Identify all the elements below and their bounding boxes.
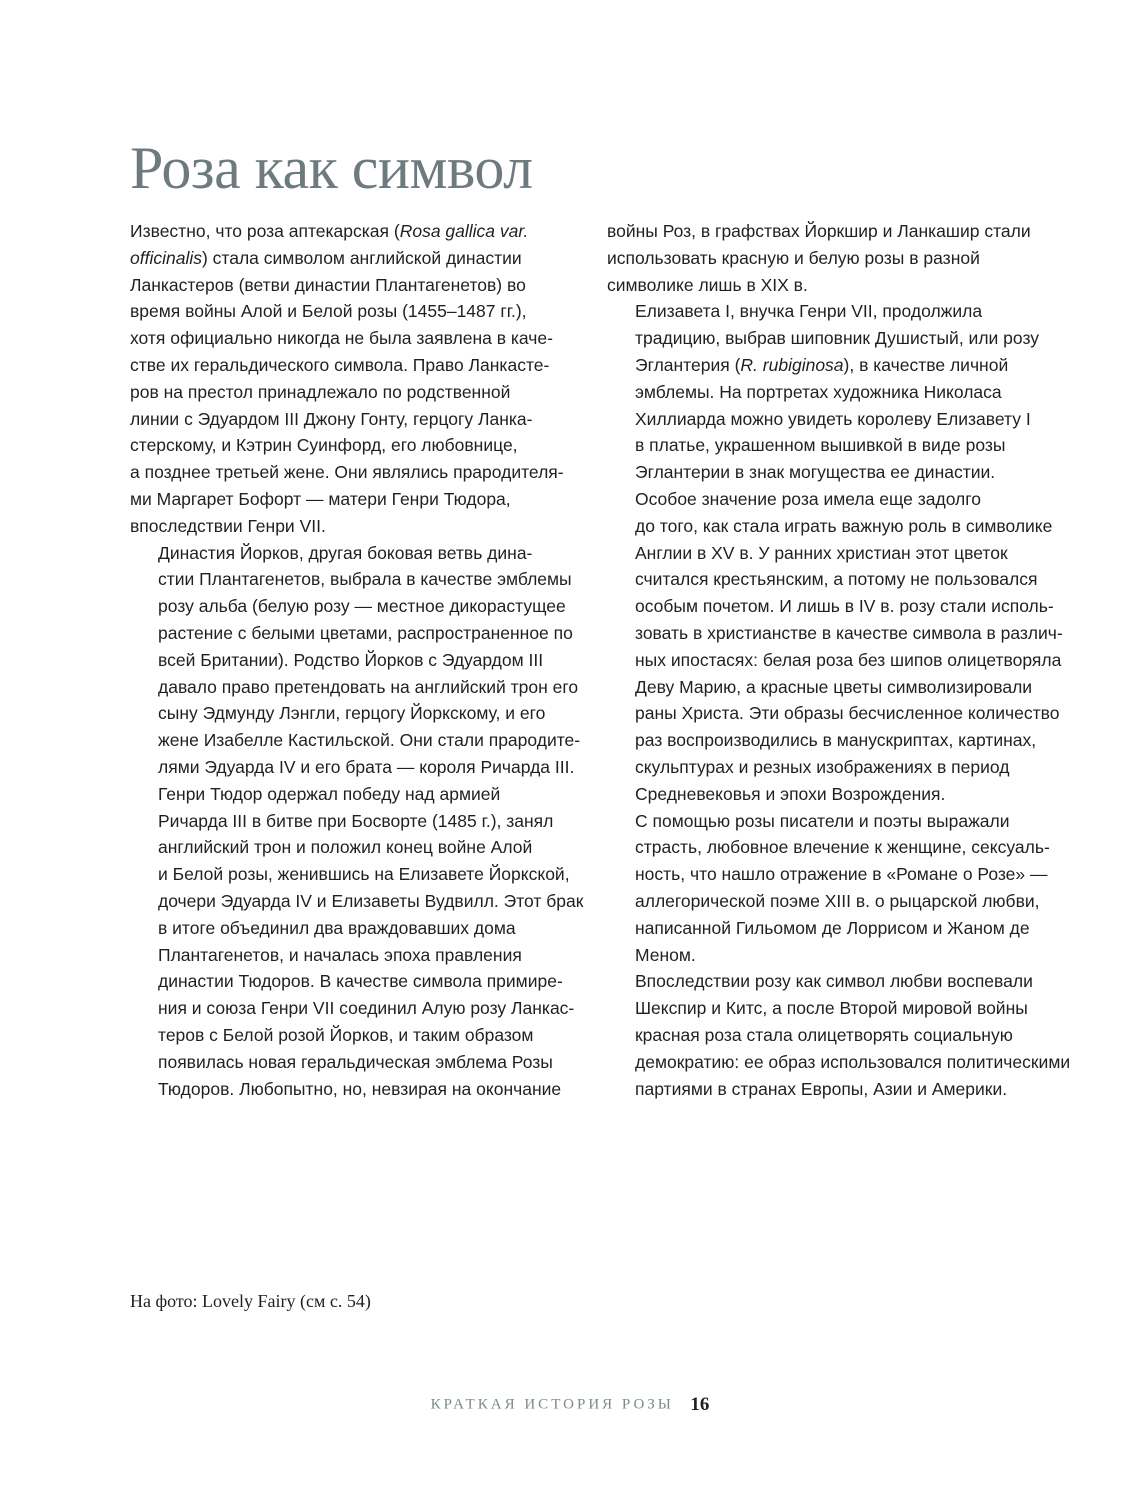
text-line: ность, что нашло отражение в «Романе о Розе» — — [635, 864, 1048, 885]
italic-term: Rosa gallica var. — [399, 221, 529, 241]
text-line: эмблемы. На портретах художника Николаса — [635, 381, 1002, 402]
text-line: сыну Эдмунду Лэнгли, герцогу Йоркскому, и его — [158, 703, 546, 724]
text-line: скульптурах и резных изображениях в период — [635, 756, 1010, 777]
text-line: всей Британии). Родство Йорков с Эдуардом III — [158, 649, 544, 670]
italic-term: officinalis — [130, 247, 202, 268]
text-line: лями Эдуарда IV и его брата — короля Ричарда III. — [158, 756, 575, 777]
text-line: до того, как стала играть важную роль в символике — [635, 515, 1053, 536]
text-line: Известно, что роза аптекарская (Rosa gallica var. — [130, 221, 529, 241]
text-line: красная роза стала олицетворять социальную — [635, 1024, 1013, 1045]
text-line: Хиллиарда можно увидеть королеву Елизавету I — [635, 408, 1031, 429]
text-line: использовать красную и белую розы в разной — [607, 247, 980, 268]
paragraph — [130, 218, 600, 540]
text-line: С помощью розы писатели и поэты выражали — [635, 810, 1010, 831]
text-line: стерскому, и Кэтрин Суинфорд, его любовнице, — [130, 435, 518, 456]
text-line: стии Плантагенетов, выбрала в качестве эмблемы — [158, 569, 572, 590]
text-line: раз воспроизводились в манускриптах, картинах, — [635, 730, 1037, 751]
text-line: английский трон и положил конец войне Алой — [158, 837, 533, 858]
left-column — [130, 218, 600, 1102]
text-line: хотя официально никогда не была заявлена в каче- — [130, 328, 553, 349]
right-column — [607, 218, 1077, 1102]
text-line: Плантагенетов, и началась эпоха правления — [158, 944, 522, 965]
text-line: Шекспир и Китс, а после Второй мировой войны — [635, 998, 1028, 1019]
text-line: officinalis) стала символом английской династии — [130, 247, 522, 268]
text-line: Тюдоров. Любопытно, но, невзирая на окончание — [158, 1078, 562, 1099]
text-line: династии Тюдоров. В качестве символа примире- — [158, 971, 563, 992]
italic-term: R. rubiginosa — [740, 354, 844, 375]
page-title: Роза как символ — [130, 135, 533, 201]
text-line: ми Маргарет Бофорт — матери Генри Тюдора, — [130, 488, 511, 509]
text-line: Впоследствии розу как символ любви воспевали — [635, 971, 1033, 992]
page-number: 16 — [690, 1394, 710, 1415]
text-line: розу альба (белую розу — местное дикорастущее — [158, 596, 566, 617]
text-line: войны Роз, в графствах Йоркшир и Ланкашир стали — [607, 221, 1031, 241]
text-line: растение с белыми цветами, распространенное по — [158, 622, 573, 643]
text-line: Эглантерия (R. rubiginosa), в качестве личной — [635, 354, 1009, 375]
text-line: теров с Белой розой Йорков, и таким образом — [158, 1024, 534, 1045]
text-line: Елизавета I, внучка Генри VII, продолжила — [635, 301, 983, 322]
paragraph — [607, 968, 1077, 1102]
text-line: зовать в христианстве в качестве символа в различ- — [635, 622, 1063, 643]
text-line: особым почетом. И лишь в IV в. розу стали исполь- — [635, 596, 1054, 617]
text-line: в платье, украшенном вышивкой в виде розы — [635, 435, 1006, 456]
text-line: ров на престол принадлежало по родственной — [130, 381, 511, 402]
running-title: КРАТКАЯ ИСТОРИЯ РОЗЫ — [430, 1396, 674, 1413]
text-line: Деву Марию, а красные цветы символизировали — [635, 676, 1033, 697]
text-line: появилась новая геральдическая эмблема Розы — [158, 1051, 553, 1072]
text-line: жене Изабелле Кастильской. Они стали прародите- — [158, 730, 581, 751]
text-line: Династия Йорков, другая боковая ветвь дина- — [158, 542, 533, 563]
text-line: линии с Эдуардом III Джону Гонту, герцогу Ланка- — [130, 408, 533, 429]
text-line: аллегорической поэме XIII в. о рыцарской любви, — [635, 890, 1040, 911]
text-line: Средневековья и эпохи Возрождения. — [635, 783, 946, 804]
photo-caption: На фото: Lovely Fairy (см с. 54) — [130, 1291, 371, 1311]
text-line: Меном. — [635, 944, 696, 965]
paragraph — [607, 808, 1077, 969]
text-line: а позднее третьей жене. Они являлись прародителя- — [130, 462, 564, 483]
paragraph — [130, 540, 600, 781]
text-line: страсть, любовное влечение к женщине, сексуаль- — [635, 837, 1050, 858]
text-line: партиями в странах Европы, Азии и Америки. — [635, 1078, 1008, 1099]
text-line: Генри Тюдор одержал победу над армией — [158, 783, 501, 804]
text-line: написанной Гильомом де Лоррисом и Жаном де — [635, 917, 1030, 938]
text-line: дочери Эдуарда IV и Елизаветы Вудвилл. Этот брак — [158, 890, 584, 911]
text-line: Англии в XV в. У ранних христиан этот цветок — [635, 542, 1008, 563]
text-line: Ланкастеров (ветви династии Плантагенетов) во — [130, 274, 526, 295]
text-line: давало право претендовать на английский трон его — [158, 676, 579, 697]
text-line: время войны Алой и Белой розы (1455–1487 гг.), — [130, 301, 527, 322]
paragraph — [130, 781, 600, 1103]
paragraph — [607, 486, 1077, 808]
text-line: Ричарда III в битве при Босворте (1485 г.), занял — [158, 810, 554, 831]
text-line: Особое значение роза имела еще задолго — [635, 488, 982, 509]
text-line: раны Христа. Эти образы бесчисленное количество — [635, 703, 1060, 724]
text-line: и Белой розы, женившись на Елизавете Йоркской, — [158, 864, 570, 885]
text-line: считался крестьянским, а потому не пользовался — [635, 569, 1038, 590]
text-line: демократию: ее образ использовался политическими — [635, 1051, 1071, 1072]
text-line: ния и союза Генри VII соединил Алую розу Ланкас- — [158, 998, 575, 1019]
text-line: традицию, выбрав шиповник Душистый, или розу — [635, 328, 1040, 349]
paragraph — [607, 298, 1077, 486]
text-line: символике лишь в XIX в. — [607, 274, 808, 295]
text-line: впоследствии Генри VII. — [130, 515, 326, 536]
text-line: ных ипостасях: белая роза без шипов олицетворяла — [635, 649, 1062, 670]
text-line: в итоге объединил два враждовавших дома — [158, 917, 516, 938]
text-line: Эглантерии в знак могущества ее династии. — [635, 462, 996, 483]
page-footer — [0, 1394, 1140, 1416]
text-line: стве их геральдического символа. Право Ланкасте- — [130, 354, 550, 375]
paragraph — [607, 218, 1077, 298]
